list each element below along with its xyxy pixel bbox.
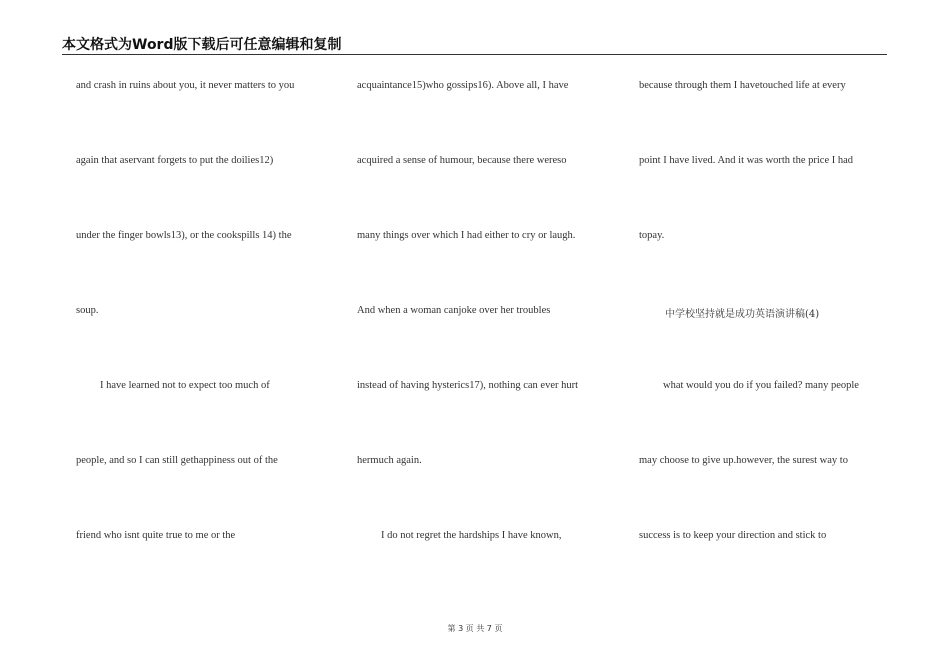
paragraph-start-line: I have learned not to expect too much of — [100, 380, 270, 391]
document-header — [62, 34, 887, 55]
text-line: may choose to give up.however, the surest way to — [639, 455, 848, 466]
text-line: topay. — [639, 230, 665, 241]
paragraph-start-line: I do not regret the hardships I have known, — [381, 530, 562, 541]
text-line: acquired a sense of humour, because there wereso — [357, 155, 567, 166]
text-line: hermuch again. — [357, 455, 422, 466]
header-title: 本文格式为Word版下载后可任意编辑和复制 — [62, 37, 342, 53]
text-line: under the finger bowls13), or the cookspills 14) the — [76, 230, 292, 241]
text-line: success is to keep your direction and stick to — [639, 530, 827, 541]
text-line: soup. — [76, 305, 99, 316]
section-heading: 中学校坚持就是成功英语演讲稿(4) — [665, 309, 820, 320]
text-line: instead of having hysterics17), nothing can ever hurt — [357, 380, 579, 391]
text-line: many things over which I had either to cry or laugh. — [357, 230, 576, 241]
text-line: acquaintance15)who gossips16). Above all, I have — [357, 80, 569, 91]
text-line: point I have lived. And it was worth the price I had — [639, 155, 854, 166]
text-line: people, and so I can still gethappiness out of the — [76, 455, 278, 466]
page-number-footer: 第 3 页 共 7 页 — [447, 624, 503, 633]
text-line: again that aservant forgets to put the doilies12) — [76, 155, 274, 166]
text-line: and crash in ruins about you, it never matters to you — [76, 80, 295, 91]
text-line: And when a woman canjoke over her troubles — [357, 305, 551, 316]
paragraph-start-line: what would you do if you failed? many people — [663, 380, 859, 391]
text-line: friend who isnt quite true to me or the — [76, 530, 236, 541]
text-line: because through them I havetouched life at every — [639, 80, 846, 91]
